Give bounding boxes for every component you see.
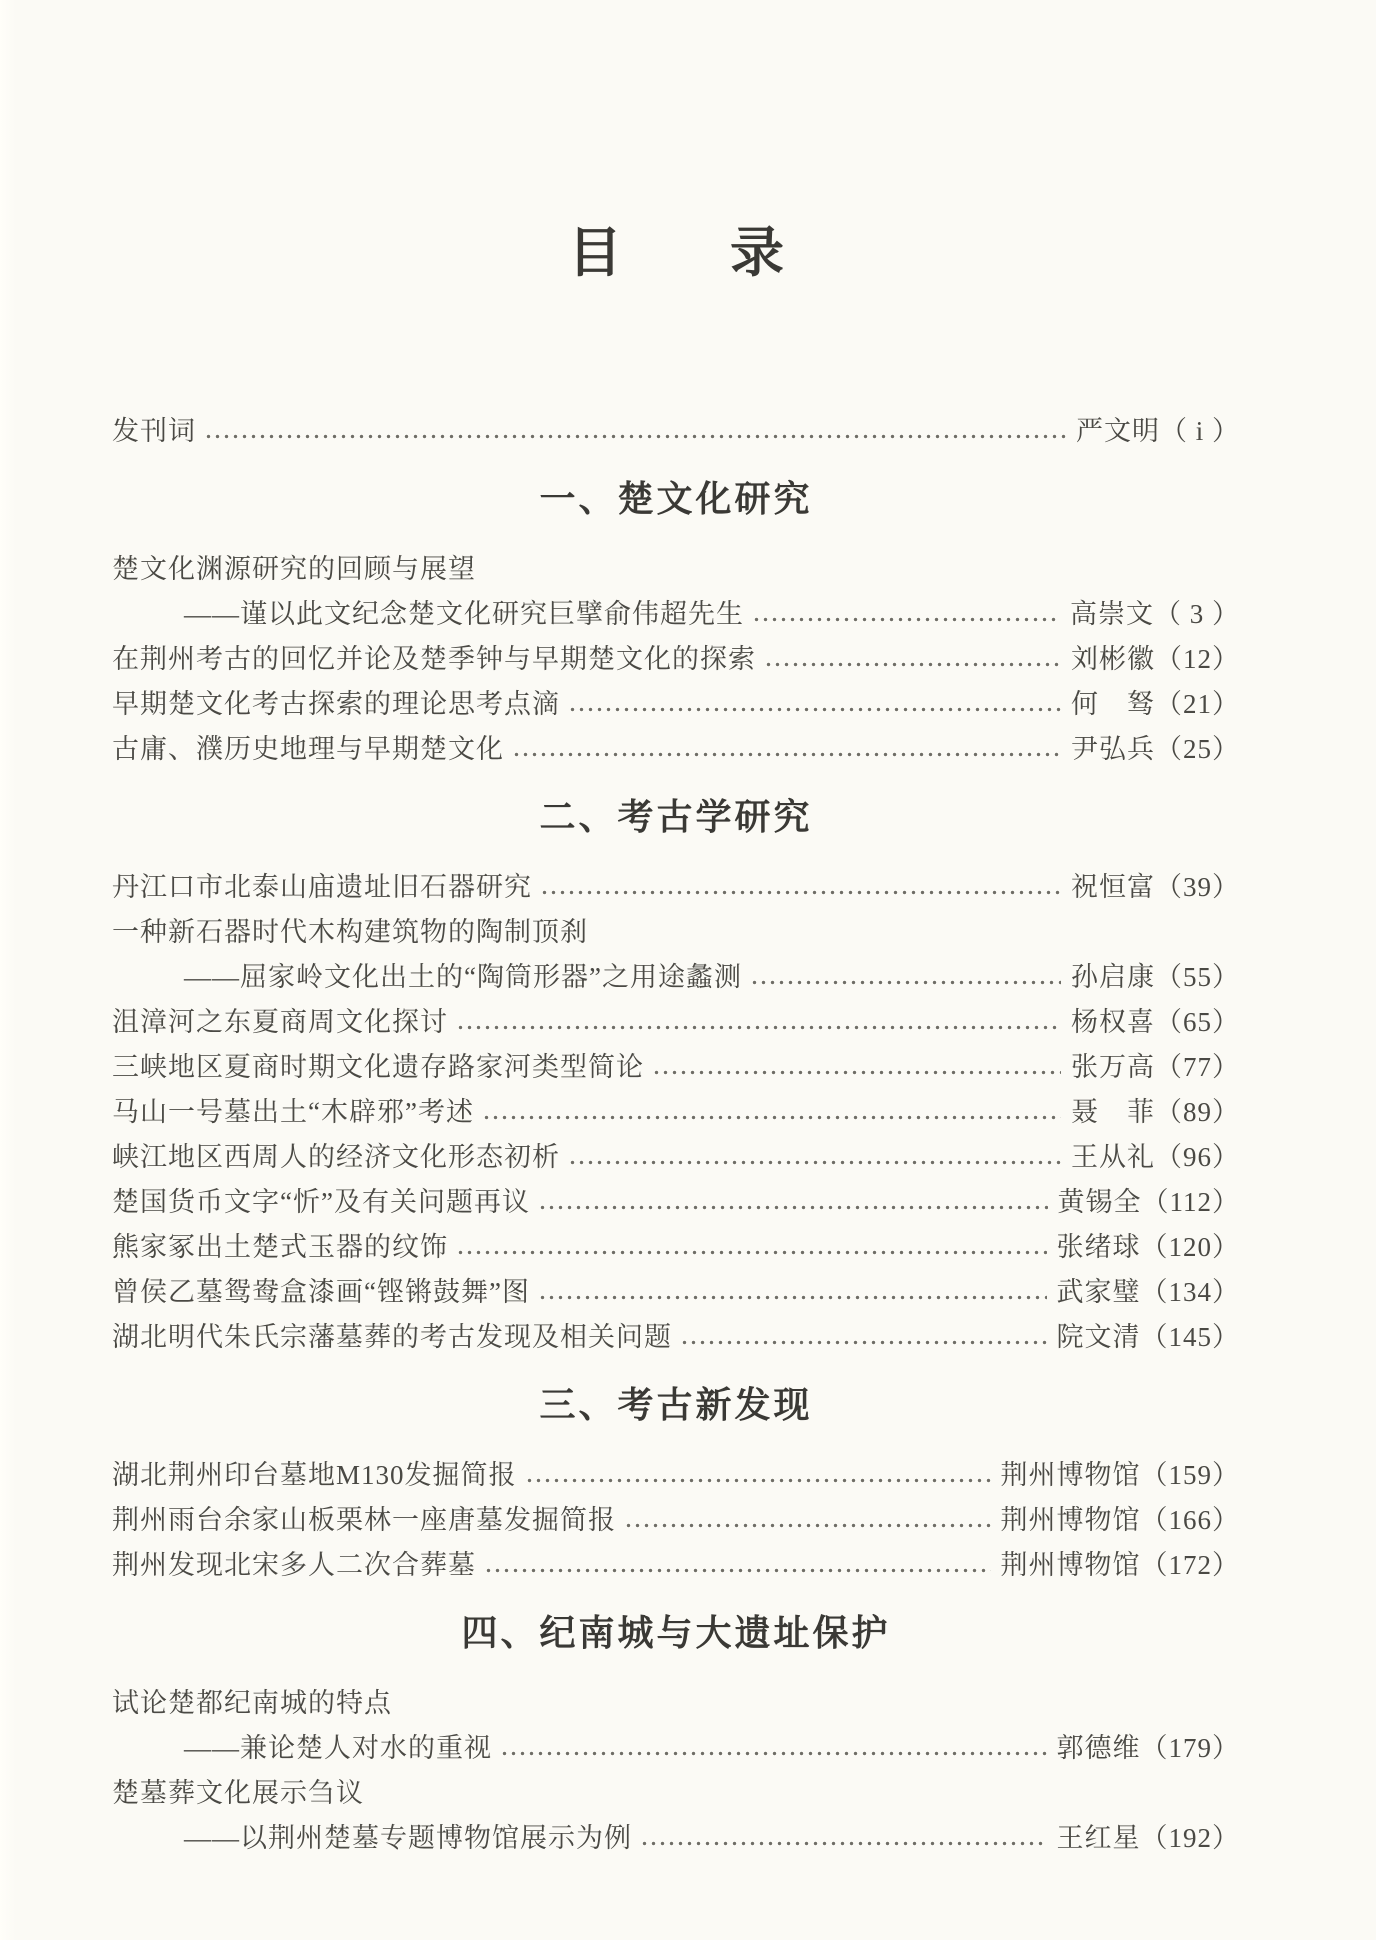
- toc-entry: [112, 1495, 1240, 1540]
- entry-title: 楚国货币文字“忻”及有关问题再议: [112, 1187, 530, 1217]
- entry-author-page: 尹弘兵（25）: [1071, 734, 1240, 764]
- entry-title: 湖北荆州印台墓地M130发掘简报: [112, 1460, 517, 1490]
- dot-leader: [640, 1813, 1047, 1858]
- entry-author-page: 何 驽（21）: [1071, 689, 1240, 719]
- toc-entry: [112, 1042, 1240, 1087]
- toc-entry: [112, 1267, 1240, 1312]
- dot-leader: [652, 1042, 1061, 1087]
- toc-entry-subtitle-line: [112, 1813, 1240, 1858]
- entry-title: 一种新石器时代木构建筑物的陶制顶刹: [112, 917, 588, 947]
- toc-entry: [112, 1087, 1240, 1132]
- entry-author-page: 张绪球（120）: [1056, 1232, 1240, 1262]
- entry-title: 早期楚文化考古探索的理论思考点滴: [112, 689, 560, 719]
- entry-author-page: 武家璧（134）: [1056, 1277, 1240, 1307]
- section-heading: 一、楚文化研究: [539, 478, 813, 519]
- dot-leader: [752, 589, 1060, 634]
- entry-title: 古庸、濮历史地理与早期楚文化: [112, 734, 504, 764]
- toc-entry: [112, 679, 1240, 724]
- toc-entry: [112, 862, 1240, 907]
- dot-leader: [538, 1177, 1048, 1222]
- entry-title: 沮漳河之东夏商周文化探讨: [112, 1007, 448, 1037]
- entry-author-page: 郭德维（179）: [1056, 1733, 1240, 1763]
- toc-entry: [112, 1768, 1240, 1813]
- entry-title: 楚墓葬文化展示刍议: [112, 1778, 364, 1808]
- entry-title: 楚文化渊源研究的回顾与展望: [112, 554, 476, 584]
- entry-author-page: 高崇文（ 3 ）: [1070, 599, 1240, 629]
- dot-leader: [204, 406, 1066, 451]
- entry-author-page: 院文清（145）: [1056, 1322, 1240, 1352]
- entry-author-page: 祝恒富（39）: [1071, 872, 1240, 902]
- entry-title: 丹江口市北泰山庙遗址旧石器研究: [112, 872, 532, 902]
- dot-leader: [538, 1267, 1047, 1312]
- toc-entry: [112, 1678, 1240, 1723]
- toc-entry-subtitle-line: [112, 589, 1240, 634]
- section-heading: 二、考古学研究: [539, 796, 813, 837]
- entry-title: 发刊词: [112, 416, 196, 446]
- entry-author-page: 杨权喜（65）: [1071, 1007, 1240, 1037]
- entry-title: 马山一号墓出土“木辟邪”考述: [112, 1097, 474, 1127]
- entry-title: 湖北明代朱氏宗藩墓葬的考古发现及相关问题: [112, 1322, 672, 1352]
- entry-author-page: 孙启康（55）: [1071, 962, 1240, 992]
- toc-entry: [112, 634, 1240, 679]
- toc-entry: [112, 1222, 1240, 1267]
- toc-entry-subtitle-line: [112, 1723, 1240, 1768]
- entry-author-page: 刘彬徽（12）: [1071, 644, 1240, 674]
- toc-entry-subtitle-line: [112, 952, 1240, 997]
- toc-entry: [112, 1450, 1240, 1495]
- entry-author-page: 荆州博物馆（166）: [1000, 1505, 1240, 1535]
- toc-entry: [112, 1540, 1240, 1585]
- toc-entry: [112, 1132, 1240, 1177]
- dot-leader: [525, 1450, 991, 1495]
- entry-title: 试论楚都纪南城的特点: [112, 1688, 392, 1718]
- page-title: 目 录: [568, 223, 784, 283]
- section-heading: 四、纪南城与大遗址保护: [461, 1612, 891, 1653]
- toc-entry: [112, 724, 1240, 769]
- entry-author-page: 王从礼（96）: [1071, 1142, 1240, 1172]
- dot-leader: [456, 997, 1061, 1042]
- toc-entry: [112, 544, 1240, 589]
- dot-leader: [484, 1540, 991, 1585]
- entry-subtitle: ——以荆州楚墓专题博物馆展示为例: [184, 1823, 632, 1853]
- dot-leader: [624, 1495, 991, 1540]
- entry-title: 曾侯乙墓鸳鸯盒漆画“铿锵鼓舞”图: [112, 1277, 530, 1307]
- entry-author-page: 荆州博物馆（159）: [1000, 1460, 1240, 1490]
- toc: [112, 406, 1240, 1858]
- entry-title: 熊家冢出土楚式玉器的纹饰: [112, 1232, 448, 1262]
- entry-subtitle: ——兼论楚人对水的重视: [184, 1733, 492, 1763]
- entry-title: 荆州发现北宋多人二次合葬墓: [112, 1550, 476, 1580]
- dot-leader: [764, 634, 1061, 679]
- entry-title: 三峡地区夏商时期文化遗存路家河类型简论: [112, 1052, 644, 1082]
- entry-author-page: 张万高（77）: [1071, 1052, 1240, 1082]
- entry-title: 荆州雨台余家山板栗林一座唐墓发掘简报: [112, 1505, 616, 1535]
- toc-entry: [112, 406, 1240, 451]
- dot-leader: [568, 1132, 1061, 1177]
- entry-subtitle: ——谨以此文纪念楚文化研究巨擘俞伟超先生: [184, 599, 744, 629]
- dot-leader: [512, 724, 1061, 769]
- toc-entry: [112, 907, 1240, 952]
- toc-entry: [112, 1177, 1240, 1222]
- dot-leader: [750, 952, 1061, 997]
- dot-leader: [482, 1087, 1061, 1132]
- dot-leader: [500, 1723, 1047, 1768]
- entry-author-page: 严文明（ i ）: [1075, 416, 1240, 446]
- dot-leader: [680, 1312, 1047, 1357]
- entry-author-page: 黄锡全（112）: [1057, 1187, 1240, 1217]
- entry-author-page: 聂 菲（89）: [1071, 1097, 1240, 1127]
- entry-author-page: 王红星（192）: [1056, 1823, 1240, 1853]
- toc-entry: [112, 997, 1240, 1042]
- toc-entry: [112, 1312, 1240, 1357]
- entry-subtitle: ——屈家岭文化出土的“陶筒形器”之用途蠡测: [184, 962, 742, 992]
- dot-leader: [540, 862, 1061, 907]
- entry-author-page: 荆州博物馆（172）: [1000, 1550, 1240, 1580]
- dot-leader: [568, 679, 1061, 724]
- dot-leader: [456, 1222, 1047, 1267]
- section-heading: 三、考古新发现: [539, 1384, 813, 1425]
- entry-title: 峡江地区西周人的经济文化形态初析: [112, 1142, 560, 1172]
- entry-title: 在荆州考古的回忆并论及楚季钟与早期楚文化的探索: [112, 644, 756, 674]
